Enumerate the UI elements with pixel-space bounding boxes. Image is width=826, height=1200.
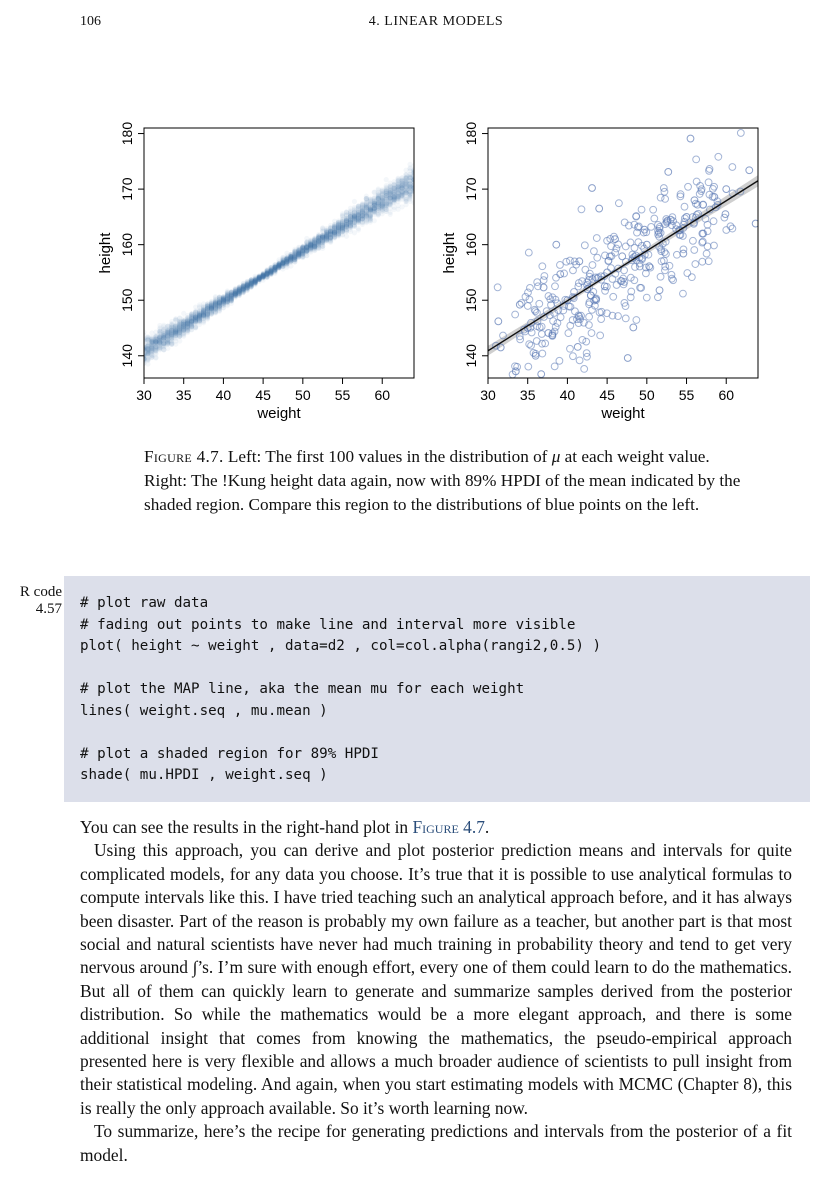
x-tick-label: 50	[295, 387, 311, 403]
data-point	[552, 283, 559, 290]
body-text	[80, 816, 792, 1167]
data-point	[536, 300, 543, 307]
data-point	[631, 245, 638, 252]
data-point	[524, 303, 531, 310]
right-y-axis-label: height	[441, 232, 458, 274]
data-point	[703, 250, 710, 257]
data-point	[554, 320, 561, 327]
y-tick-label: 170	[119, 177, 135, 201]
caption-text-1: Left: The first 100 values in the distribution of	[227, 447, 552, 466]
p1-text: You can see the results in the right-hand plot in	[80, 817, 413, 837]
left-plot-area	[97, 122, 417, 422]
data-point	[668, 275, 675, 282]
p1-end: .	[484, 817, 490, 837]
page-number: 106	[80, 14, 101, 29]
data-point	[574, 343, 581, 350]
data-point	[624, 355, 631, 362]
data-point	[715, 153, 722, 160]
data-point	[506, 383, 513, 390]
data-point	[643, 294, 650, 301]
data-point	[656, 287, 663, 294]
data-point	[567, 345, 574, 352]
y-tick-label: 140	[119, 344, 135, 368]
data-point	[526, 341, 533, 348]
data-point	[684, 270, 691, 277]
data-point	[655, 294, 662, 301]
data-point	[610, 293, 617, 300]
data-point	[690, 237, 697, 244]
x-tick-label: 45	[255, 387, 271, 403]
data-point	[553, 241, 560, 248]
data-point	[557, 262, 564, 269]
y-tick-label: 150	[119, 288, 135, 312]
paragraph-1	[80, 816, 792, 839]
code-text: # plot raw data # fading out points to make line and interval more visible plot( height ~ weight , data=d2 , col=col.alpha(rangi2,0.5) ) # plot the MAP line, aka the mean mu for each weight lines( weight.seq , mu.mean ) # plot a shaded region for 89% HPDI shade( mu.HPDI , weight.seq )	[80, 595, 602, 783]
caption-text-2: at each weight value. Right: The !Kung height data again, now with 89% HPDI of the mean indicated by the shaded region. Compare this region to the distributions of blue points on the left.	[144, 447, 741, 514]
data-point	[633, 317, 640, 324]
data-point	[613, 282, 620, 289]
data-point	[556, 357, 563, 364]
p2-text-1: Using this approach, you can derive and plot posterior prediction means and intervals for quite complicated models, for any data you choose. It’s true that it is possible to use analytical formulas to compute intervals like this. I have tried teaching such an analytical approach before, and it has always been disaster. Part of the reason is probably my own failure as a teacher, but another part is that most social and natural scientists have never had much training in probability theory and tend to get very nervous around	[80, 840, 792, 978]
y-tick-label: 160	[119, 232, 135, 257]
data-point	[518, 300, 525, 307]
right-marks	[488, 130, 759, 393]
data-point	[692, 261, 699, 268]
data-point	[538, 371, 545, 378]
data-point	[597, 332, 604, 339]
data-point	[550, 318, 557, 325]
data-point	[539, 263, 546, 270]
data-point	[691, 247, 698, 254]
left-y-axis	[119, 122, 144, 368]
data-point	[560, 307, 567, 314]
data-point	[681, 203, 688, 210]
x-tick-label: 60	[718, 387, 735, 403]
data-point	[582, 266, 589, 273]
left-marks	[141, 162, 416, 367]
data-point	[650, 206, 657, 213]
data-point	[657, 194, 664, 201]
chart-right-height-data	[440, 118, 770, 428]
x-tick-label: 40	[215, 387, 232, 403]
data-point	[621, 267, 628, 274]
data-point	[638, 206, 645, 213]
y-tick-label: 150	[463, 288, 479, 312]
y-tick-label: 170	[463, 177, 479, 201]
data-point	[630, 324, 637, 331]
right-x-axis-label: weight	[601, 405, 645, 422]
data-point	[570, 353, 577, 360]
data-point	[699, 258, 706, 265]
mu-draw-point	[352, 199, 357, 204]
data-point	[746, 167, 753, 174]
y-tick-label: 160	[463, 232, 479, 257]
p2-text-2: ’s. I’m sure with enough effort, every one of them could learn to do the mathematics. But all of them can quickly learn to generate and summarize samples derived from the posterior distribution. So while the mathematics would be a more elegant approach, and there is some additional insight that comes from knowing the mathematics, the pseudo-empirical approach presented here is very flexible and allows a much broader audience of scientists to pull insight from their statistical modeling. And again, when you start estimating models with MCMC (Chapter 8), this is really the only approach available. So it’s worth learning now.	[80, 957, 792, 1118]
x-tick-label: 35	[519, 387, 536, 403]
x-tick-label: 50	[639, 387, 655, 403]
data-point	[591, 248, 598, 255]
data-point	[609, 276, 616, 283]
right-plot-area	[441, 122, 759, 422]
x-tick-label: 45	[599, 387, 615, 403]
data-point-cloud	[493, 130, 745, 393]
data-point	[651, 215, 658, 222]
data-point	[598, 316, 605, 323]
data-point	[539, 350, 546, 357]
data-point	[495, 318, 502, 325]
mu-draw-point	[272, 271, 277, 276]
data-point	[723, 186, 730, 193]
right-x-axis	[480, 378, 734, 403]
x-tick-label: 40	[559, 387, 576, 403]
data-point	[494, 284, 501, 291]
data-point	[589, 262, 596, 269]
data-point	[551, 363, 558, 370]
data-point	[666, 262, 673, 269]
x-tick-label: 60	[374, 387, 391, 403]
r-code-label-title: R code	[19, 584, 62, 600]
data-point	[602, 287, 609, 294]
map-mean-line	[488, 181, 758, 351]
paragraph-3: To summarize, here’s the recipe for generating predictions and intervals from the posterior of a fit model.	[80, 1121, 792, 1165]
figure-reference-link[interactable]: Figure 4.7	[412, 817, 485, 837]
x-tick-label: 55	[334, 387, 351, 403]
y-tick-label: 180	[119, 121, 135, 146]
x-tick-label: 55	[678, 387, 695, 403]
data-point	[665, 168, 672, 175]
x-tick-label: 35	[175, 387, 192, 403]
data-point	[705, 258, 712, 265]
data-point	[578, 206, 585, 213]
data-point	[608, 265, 615, 272]
data-point	[576, 357, 583, 364]
r-code-label	[12, 584, 62, 618]
left-x-axis	[136, 378, 390, 403]
x-tick-label: 30	[136, 387, 152, 403]
data-point	[581, 365, 588, 372]
mu-draw-point	[372, 218, 377, 223]
r-code-label-number: 4.57	[35, 601, 62, 617]
data-point	[528, 329, 535, 336]
mu-draws	[141, 162, 416, 367]
right-y-axis	[463, 122, 488, 368]
data-point	[737, 130, 744, 137]
data-point	[680, 290, 687, 297]
y-tick-label: 140	[463, 344, 479, 368]
caption-mu: μ	[551, 447, 561, 466]
data-point	[688, 274, 695, 281]
y-tick-label: 180	[463, 121, 479, 146]
mu-draw-point	[344, 234, 349, 239]
data-point	[673, 251, 680, 258]
left-plot-frame	[144, 128, 414, 378]
left-y-axis-label: height	[97, 232, 114, 274]
mu-draw-point	[384, 177, 389, 182]
data-point	[538, 331, 545, 338]
data-point	[622, 243, 629, 250]
data-point	[593, 235, 600, 242]
data-point	[693, 156, 700, 163]
data-point	[588, 330, 595, 337]
integral-symbol: ∫	[192, 957, 198, 978]
data-point	[565, 330, 572, 337]
data-point	[687, 135, 694, 142]
data-point	[506, 385, 513, 392]
data-point	[657, 273, 664, 280]
data-point	[594, 254, 601, 261]
data-point	[586, 313, 593, 320]
x-tick-label: 30	[480, 387, 496, 403]
data-point	[729, 164, 736, 171]
data-point	[581, 242, 588, 249]
data-point	[693, 178, 700, 185]
data-point	[596, 205, 603, 212]
raw-data-points	[495, 135, 759, 377]
data-point	[589, 185, 596, 192]
data-point	[648, 223, 655, 230]
data-point	[723, 227, 730, 234]
data-point	[662, 196, 669, 203]
figure-caption	[144, 445, 744, 517]
data-point	[711, 242, 718, 249]
left-x-axis-label: weight	[257, 405, 301, 422]
data-point	[553, 274, 560, 281]
mu-draw-point	[153, 355, 158, 360]
data-point	[516, 301, 523, 308]
chart-left-mu-distribution	[96, 118, 426, 428]
data-point	[525, 249, 532, 256]
data-point	[540, 277, 547, 284]
mu-draw-point	[356, 226, 361, 231]
data-point	[615, 241, 622, 248]
figure-label: Figure 4.7.	[144, 447, 224, 466]
data-point	[705, 179, 712, 186]
mu-draw-point	[177, 338, 182, 343]
running-title: 4. LINEAR MODELS	[368, 14, 504, 29]
data-point	[512, 311, 519, 318]
data-point	[685, 183, 692, 190]
data-point	[622, 315, 629, 322]
paragraph-2	[80, 839, 792, 1120]
code-block	[64, 576, 810, 802]
page-header	[80, 14, 792, 34]
data-point	[680, 246, 687, 253]
data-point	[615, 200, 622, 207]
data-point	[525, 363, 532, 370]
